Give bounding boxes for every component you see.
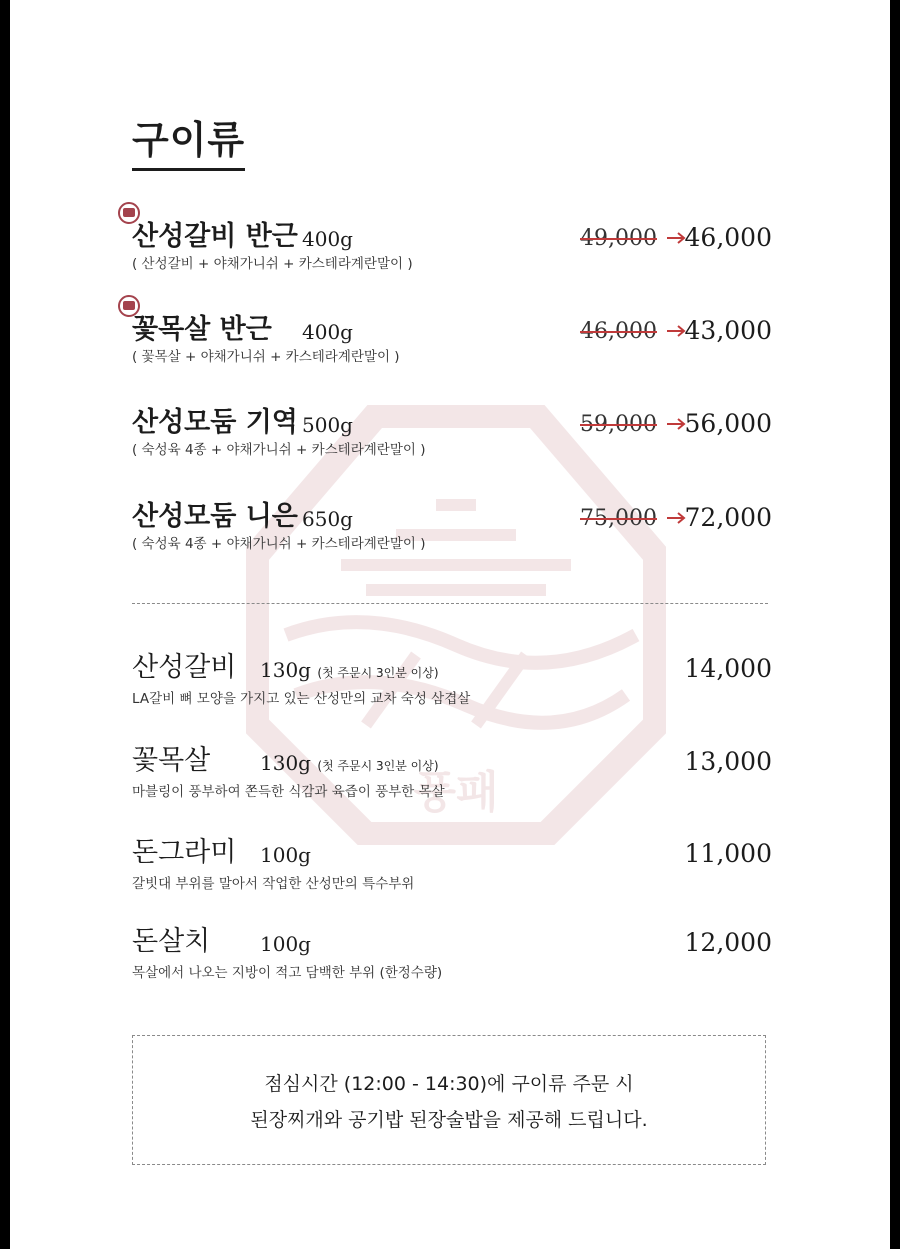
old-price: 75,000: [580, 506, 657, 531]
price: 11,000: [684, 839, 772, 868]
item-name: 돈그라미: [132, 837, 237, 868]
set-item: [132, 406, 772, 476]
set-item: [132, 500, 772, 570]
price: 12,000: [684, 928, 772, 957]
notice-line-2: 된장찌개와 공기밥 된장술밥을 제공해 드립니다.: [250, 1109, 648, 1131]
item-weight: 500g: [302, 413, 353, 437]
price: 72,000: [684, 503, 772, 532]
price: 46,000: [684, 223, 772, 252]
set-item: [132, 313, 772, 383]
item-weight: 130g: [260, 658, 311, 682]
price: 43,000: [684, 316, 772, 345]
price: 56,000: [684, 409, 772, 438]
item-name: 산성모둠 기역: [132, 407, 298, 438]
set-item: [132, 220, 772, 290]
single-item: [132, 651, 772, 721]
item-weight: 130g: [260, 751, 311, 775]
item-desc: 마블링이 풍부하여 쫀득한 식감과 육즙이 풍부한 목살: [132, 784, 445, 800]
item-desc: 갈빗대 부위를 말아서 작업한 산성만의 특수부위: [132, 876, 415, 892]
item-weight: 100g: [260, 843, 311, 867]
item-desc: ( 꽃목살 + 야채가니쉬 + 카스테라계란말이 ): [132, 349, 400, 365]
item-name: 산성갈비: [132, 652, 237, 683]
price: 13,000: [684, 747, 772, 776]
item-note: (첫 주문시 3인분 이상): [317, 759, 439, 773]
price: 14,000: [684, 654, 772, 683]
single-item: [132, 925, 772, 995]
item-weight: 100g: [260, 932, 311, 956]
single-item: [132, 744, 772, 814]
item-name: 산성갈비 반근: [132, 221, 298, 252]
item-name: 꽃목살 반근: [132, 314, 272, 345]
menu-page: [10, 0, 890, 1249]
watermark-text: 풍패: [413, 767, 499, 818]
item-weight: 650g: [302, 507, 353, 531]
old-price: 46,000: [580, 319, 657, 344]
item-name: 돈살치: [132, 926, 211, 957]
item-desc: ( 숙성육 4종 + 야채가니쉬 + 카스테라계란말이 ): [132, 442, 426, 458]
item-weight: 400g: [302, 320, 353, 344]
lunch-notice-box: [132, 1035, 766, 1165]
item-desc: ( 숙성육 4종 + 야채가니쉬 + 카스테라계란말이 ): [132, 536, 426, 552]
section-title: 구이류: [132, 118, 245, 171]
old-price: 49,000: [580, 226, 657, 251]
single-item: [132, 836, 772, 906]
old-price: 59,000: [580, 412, 657, 437]
item-weight: 400g: [302, 227, 353, 251]
notice-line-1: 점심시간 (12:00 - 14:30)에 구이류 주문 시: [264, 1073, 634, 1095]
section-divider: [132, 603, 768, 604]
item-desc: 목살에서 나오는 지방이 적고 담백한 부위 (한정수량): [132, 965, 443, 981]
item-name: 꽃목살: [132, 745, 211, 776]
item-desc: ( 산성갈비 + 야채가니쉬 + 카스테라계란말이 ): [132, 256, 413, 272]
item-desc: LA갈비 뼈 모양을 가지고 있는 산성만의 교차 숙성 삼겹살: [132, 691, 471, 707]
item-note: (첫 주문시 3인분 이상): [317, 666, 439, 680]
item-name: 산성모둠 니은: [132, 501, 298, 532]
